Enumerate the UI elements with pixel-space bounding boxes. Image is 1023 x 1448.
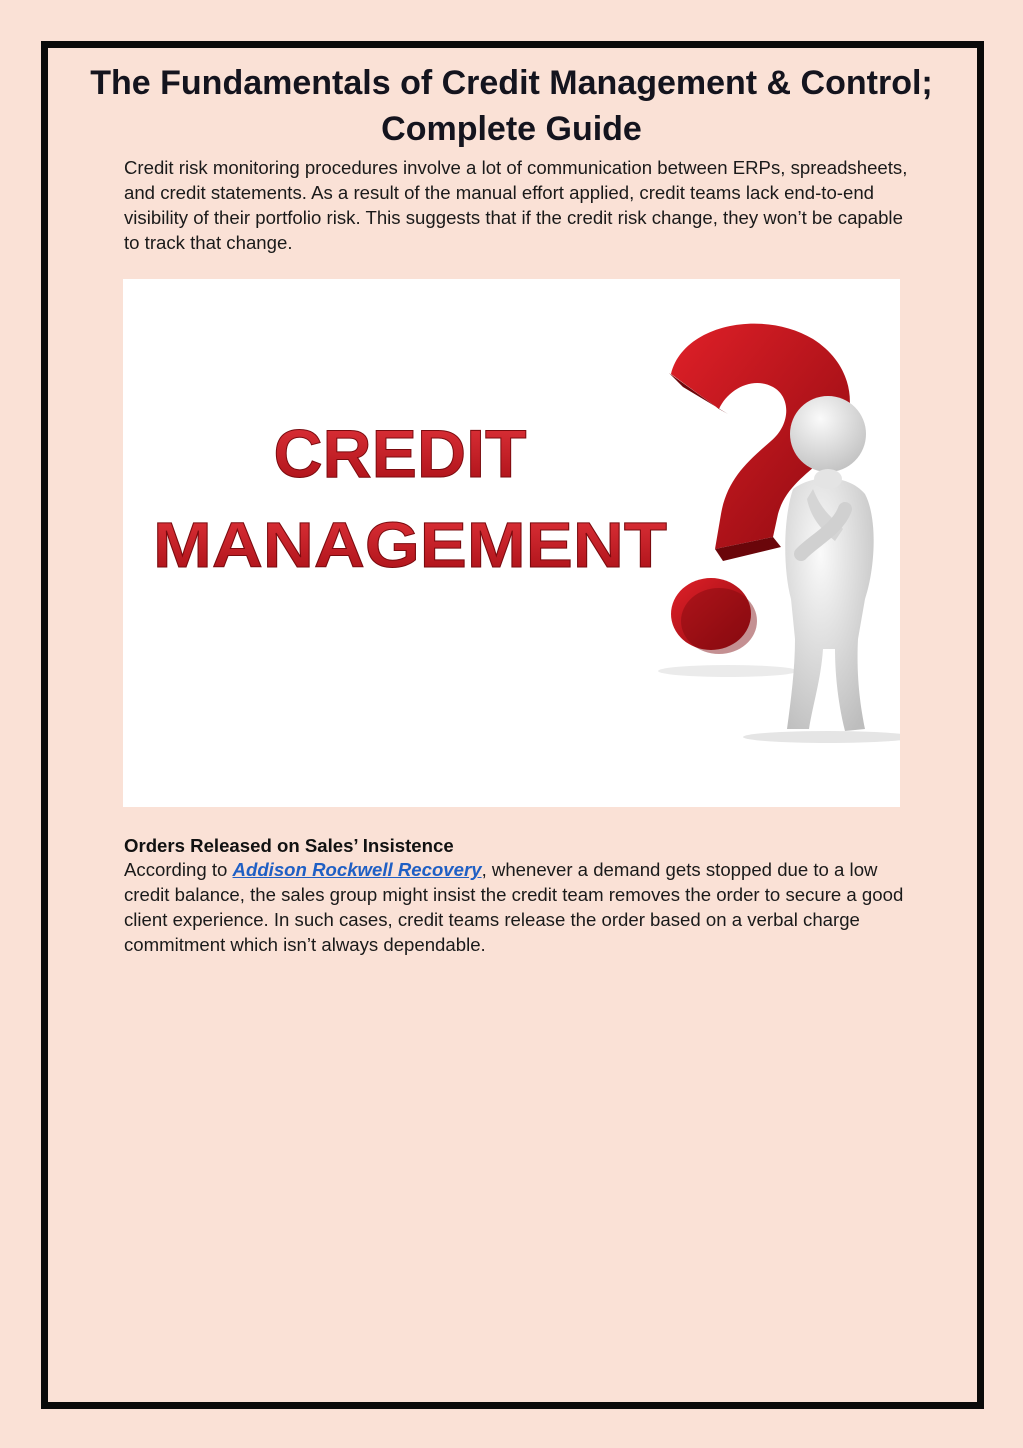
section-heading: Orders Released on Sales’ Insistence [124, 835, 454, 856]
credit-management-illustration [123, 279, 900, 807]
addison-rockwell-link[interactable]: Addison Rockwell Recovery [232, 859, 482, 880]
page-title: The Fundamentals of Credit Management & Control; Complete Guide [90, 64, 933, 148]
intro-paragraph: Credit risk monitoring procedures involve a lot of communication between ERPs, spreadsheets, and credit statements. As a result of the manual effort applied, credit teams lack end-to-end visibility of their portfolio risk. This suggests that if the credit risk change, they won’t be capable to track that change. [124, 157, 908, 253]
section-paragraph [124, 857, 909, 957]
hero-image [123, 279, 900, 807]
hero-line2: MANAGEMENT [153, 509, 667, 581]
hero-line1: CREDIT [273, 416, 527, 492]
section-prefix: According to [124, 859, 233, 880]
section-suffix: , whenever a demand gets stopped due to a low credit balance, the sales group might insist the credit team removes the order to secure a good client experience. In such cases, credit teams release the order based on a verbal charge commitment which isn’t always dependable. [124, 859, 904, 955]
